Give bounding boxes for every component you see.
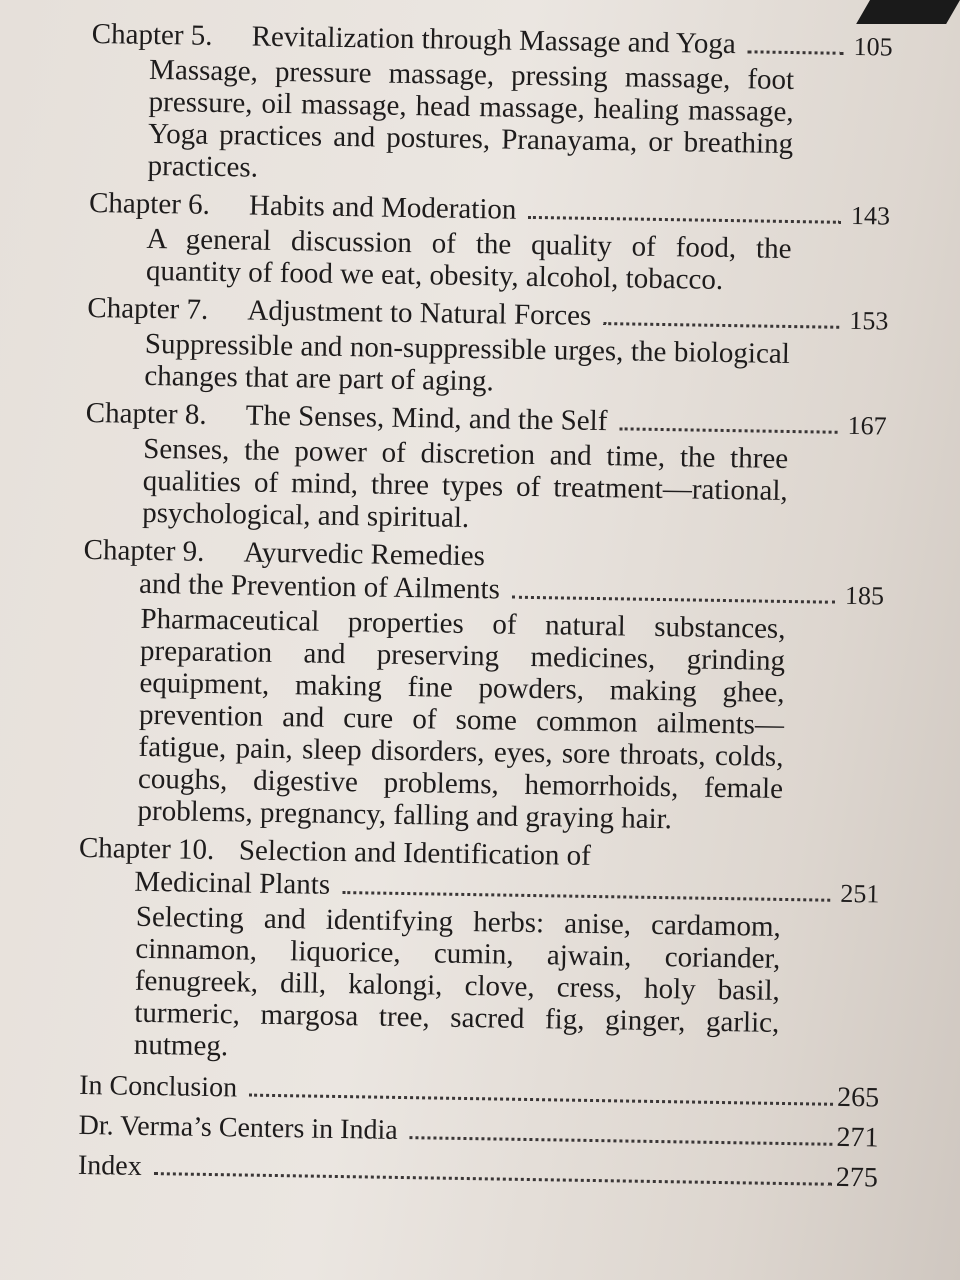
chapter-title: Ayurvedic Remedies [243,536,486,573]
dot-leader [603,322,839,329]
chapter-description: Suppressible and non-suppressible urges, the biological changes that are part of aging. [144,327,791,398]
chapter-description: Massage, pressure massage, pressing massage, foot pressure, oil massage, head massage, healing massage, Yoga practices and postures, Pranayama, or breathing practices. [147,53,795,184]
dot-leader [249,1094,833,1106]
chapter-description: Pharmaceutical properties of natural substances, preparation and preserving medicines, grinding equipment, making fine powders, making ghee, prevention and cure of some common ailments—fatigue, pain, sleep disorders, eyes, sore throats, colds, coughs, digestive problems, hemorrhoids, female problems, pregnancy, falling and graying hair. [137,602,786,836]
toc-entry-chapter-5 [89,18,903,194]
entry-title: Dr. Verma’s Centers in India [78,1109,398,1146]
chapter-number: Chapter 7. [87,291,209,326]
dot-leader [342,891,830,902]
dot-leader [619,427,837,433]
page-number: 251 [840,878,880,909]
page-number: 275 [835,1161,879,1194]
chapter-description: Selecting and identifying herbs: anise, cardamom, cinnamon, liquorice, cumin, ajwain, coriander, fenugreek, dill, kalongi, clove, cress, holy basil, turmeric, margosa tree, sacred fig, ginger, garlic, nutmeg. [133,900,782,1063]
chapter-title: The Senses, Mind, and the Self [245,399,608,438]
table-of-contents [74,18,904,1199]
chapter-number: Chapter 6. [88,186,211,221]
page-number: 143 [850,200,891,231]
chapter-title-continued: Medicinal Plants [134,865,331,901]
chapter-title: Selection and Identification of [238,834,592,872]
chapter-description: A general discussion of the quality of food, the quantity of food we eat, obesity, alcohol, tobacco. [145,222,792,296]
page-number: 153 [849,305,889,336]
dot-leader [410,1136,833,1146]
toc-entry-chapter-9 [79,534,895,839]
dot-leader [154,1172,832,1186]
page-number: 185 [844,580,885,611]
page-number: 105 [853,31,893,62]
dot-leader [512,596,835,604]
toc-entry-chapter-6 [88,187,901,299]
page-number: 167 [847,410,887,441]
chapter-title: Revitalization through Massage and Yoga [251,20,736,61]
chapter-description: Senses, the power of discretion and time, the three qualities of mind, three types of treatment—rational, psychological, and spiritual. [141,432,789,534]
chapter-number: Chapter 5. [91,18,213,52]
toc-entry-chapter-8 [84,397,898,541]
chapter-title-continued: and the Prevention of Ailments [138,567,501,606]
dot-leader [528,216,841,224]
chapter-number: Chapter 8. [85,396,207,431]
chapter-title: Adjustment to Natural Forces [247,294,592,332]
chapter-number: Chapter 9. [83,533,205,568]
toc-entry-chapter-10 [76,832,891,1073]
page-number: 265 [836,1081,880,1114]
entry-title: Index [77,1149,142,1182]
entry-title: In Conclusion [78,1069,238,1104]
chapter-title: Habits and Moderation [248,189,517,226]
dot-leader [748,50,844,55]
corner-shadow [856,0,960,24]
toc-entry-chapter-7 [86,292,899,404]
chapter-number: Chapter 10. [78,831,215,867]
page-number: 271 [836,1121,879,1154]
